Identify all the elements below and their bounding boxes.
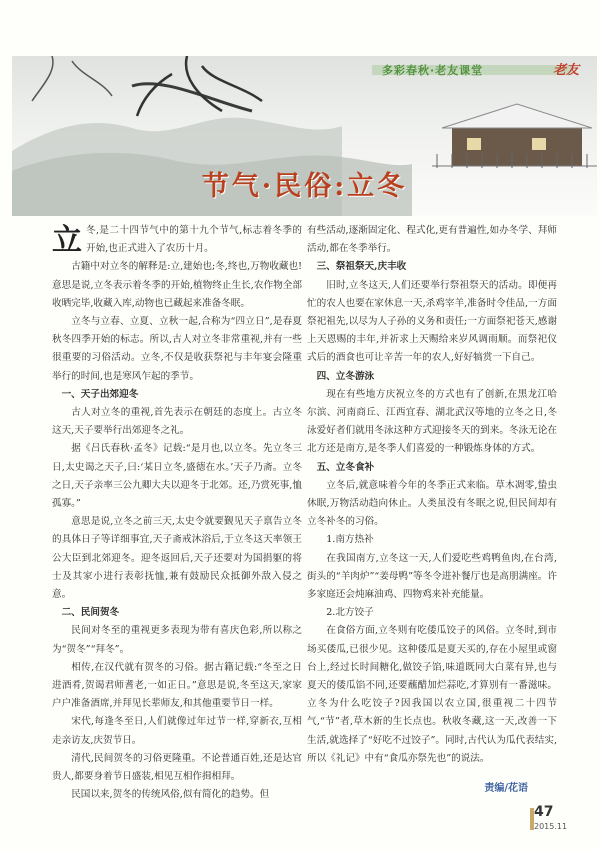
paragraph-text: 旧时,立冬这天,人们还要举行祭祖祭天的活动。即便再忙的农人也要在家休息一天,杀鸡宰羊,准备时令佳品,一方面祭祀祖先,以尽为人子孙的义务和责任;一方面祭祀苍天,感谢上天恩赐的丰年,并祈求上天赐给来岁风调雨顺。而祭祀仪式后的酒食也可让辛苦一年的农人,好好犒赏一下自己。 [307,279,557,364]
paragraph-text: 2.北方饺子 [326,607,374,619]
paragraph [52,404,302,440]
paragraph [52,513,302,604]
header-banner [12,56,597,216]
paragraph [52,713,302,749]
paragraph [307,622,557,768]
paragraph [52,659,302,714]
paragraph [307,222,557,258]
paragraph [52,258,302,313]
paragraph-text: 古籍中对立冬的解释是:立,建始也;冬,终也,万物收藏也!意思是说,立冬表示着冬季的开始,植物终止生长,农作物全部收晒完毕,收藏入库,动物也已藏起来准备冬眠。 [52,261,302,309]
paragraph-text: 1.南方热补 [326,534,374,546]
editor-credit: 责编/花语 [484,783,528,794]
drop-cap: 立 [52,223,82,258]
paragraph-text: 有些活动,逐渐固定化、程式化,更有普遍性,如办冬学、拜师活动,都在冬季举行。 [307,225,557,255]
page-number: 47 [534,804,554,820]
paragraph [307,386,557,459]
section-heading [307,531,557,549]
article-column-right [307,222,557,768]
paragraph-text: 现在有些地方庆祝立冬的方式也有了创新,在黑龙江哈尔滨、河南商丘、江西宜春、湖北武汉等地的立冬之日,冬泳爱好者们就用冬泳这种方式迎接冬天的到来。冬泳无论在北方还是南方,是冬季人们喜爱的一种锻炼身体的方式。 [307,388,557,455]
paragraph-text: 据《吕氏春秋·孟冬》记载:“是月也,以立冬。先立冬三日,太史谒之天子,曰:‘某日立冬,盛德在水。’天子乃斋。立冬之日,天子亲率三公九卿大夫以迎冬于北郊。还,乃赏死事,恤孤寡。” [52,443,302,510]
section-heading [52,386,302,404]
paragraph-text: 四、立冬游泳 [316,370,375,382]
paragraph [52,622,302,658]
paragraph-text: 冬,是二十四节气中的第十九个节气,标志着冬季的开始,也正式进入了农历十月。 [86,225,302,255]
paragraph [307,277,557,368]
magazine-logo: 老友 [552,63,579,78]
section-heading [307,368,557,386]
paragraph-text: 立冬与立春、立夏、立秋一起,合称为“四立日”,是春夏秋冬四季开始的标志。所以,古人对立冬非常重视,并有一些很重要的习俗活动。立冬,不仅是收获祭祀与丰年宴会隆重举行的时间,也是寒风乍起的季节。 [52,316,302,382]
paragraph-text: 民间对冬至的重视更多表现为带有喜庆色彩,所以称之为“贺冬”“拜冬”。 [52,625,302,655]
paragraph [52,786,302,804]
paragraph-text: 宋代,每逢冬至日,人们就像过年过节一样,穿新衣,互相走亲访友,庆贺节日。 [52,716,302,746]
section-heading [307,258,557,276]
paragraph-text: 在我国南方,立冬这一天,人们爱吃些鸡鸭鱼肉,在台湾,街头的“羊肉炉”“姜母鸭”等冬令进补餐厅也是高朋满座。许多家庭还会炖麻油鸡、四物鸡来补充能量。 [307,552,557,601]
paragraph [52,222,302,258]
paragraph-text: 一、天子出郊迎冬 [61,388,139,400]
section-heading [307,459,557,477]
paragraph-text: 意思是说,立冬之前三天,太史令就要觐见天子禀告立冬的具体日子等详细事宜,天子斋戒沐浴后,于立冬这天率领王公大臣到北郊迎冬。迎冬返回后,天子还要对为国捐躯的将士及其家小进行表彰抚恤,兼有鼓励民众抵御外敌入侵之意。 [52,516,302,601]
paragraph-text: 立冬后,就意味着今年的冬季正式来临。草木凋零,蛰虫休眠,万物活动趋向休止。人类虽没有冬眠之说,但民间却有立冬补冬的习俗。 [307,479,557,528]
article-title: 节气·民俗:立冬 [201,171,408,202]
paragraph-text: 五、立冬食补 [316,461,375,473]
paragraph-text: 三、祭祖祭天,庆丰收 [316,261,407,273]
article-column-left [52,222,302,805]
section-heading [307,604,557,622]
paragraph [307,550,557,605]
paragraph-text: 二、民间贺冬 [61,607,120,619]
paragraph [52,750,302,786]
paragraph-text: 古人对立冬的重视,首先表示在朝廷的态度上。古立冬这天,天子要举行出郊迎冬之礼。 [52,407,302,437]
paragraph-text: 相传,在汉代就有贺冬的习俗。据古籍记载:“冬至之日进酒肴,贺谒君师耆老,一如正日。”意思是说,冬至这天,家家户户准备酒席,并拜见长辈师友,和其他重要节日一样。 [52,661,302,710]
issue-date: 2015.11 [534,822,568,831]
paragraph-text: 在食俗方面,立冬则有吃倭瓜饺子的风俗。立冬时,到市场买倭瓜,已很少见。这种倭瓜是夏天买的,存在小屋里或窗台上,经过长时间糖化,做饺子馅,味道既同大白菜有异,也与夏天的倭瓜馅不同,还要蘸醋加烂蒜吃,才算别有一番滋味。立冬为什么吃饺子?因我国以农立国,很重视二十四节气,“节”者,草木新的生长点也。秋收冬藏,这一天,改善一下生活,就选择了“好吃不过饺子”。同时,古代认为瓜代表结实,所以《礼记》中有“食瓜亦祭先也”的说法。 [307,625,557,764]
paragraph [307,477,557,532]
paragraph [52,440,302,513]
section-heading [52,604,302,622]
paragraph-text: 清代,民间贺冬的习俗更隆重。不论普通百姓,还是达官贵人,都要身着节日盛装,相见互相作揖相拜。 [52,752,302,783]
column-series-label: 多彩春秋·老友课堂 [382,64,484,77]
paragraph [52,313,302,386]
paragraph-text: 民国以来,贺冬的传统风俗,似有简化的趋势。但 [71,789,270,801]
